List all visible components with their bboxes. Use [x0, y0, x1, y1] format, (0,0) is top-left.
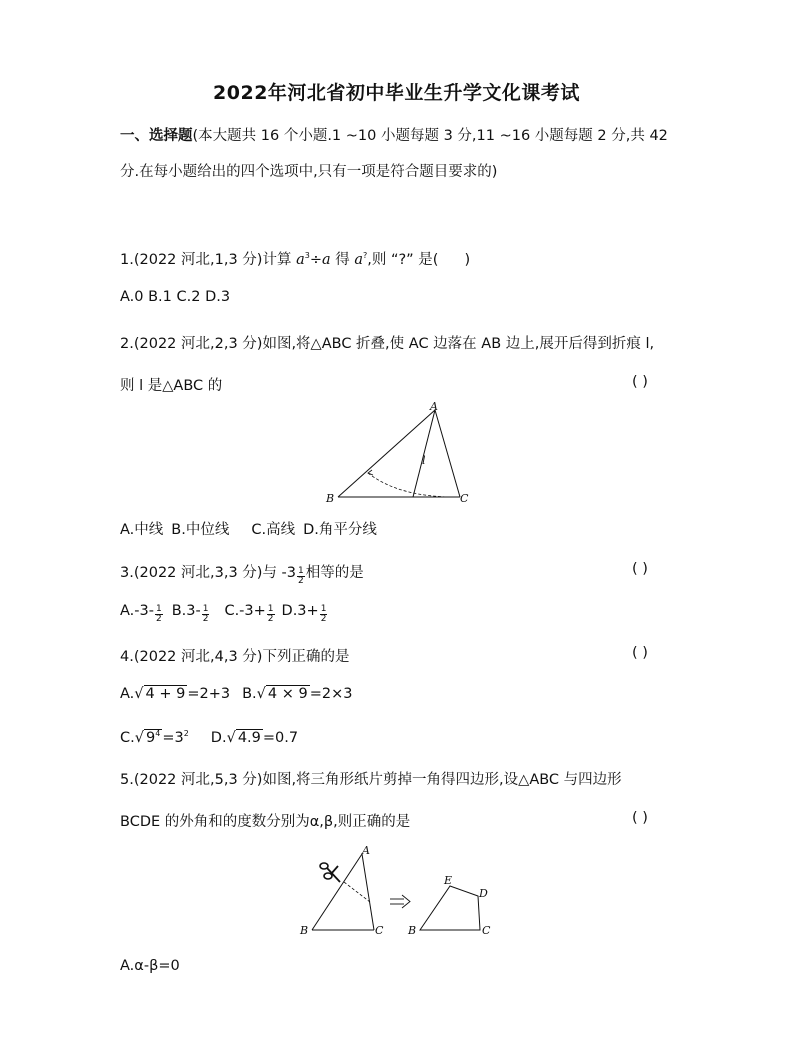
q2-option-a: A.中线: [120, 522, 164, 538]
q1-var-b: a: [321, 252, 331, 268]
q2-side-ac: [435, 410, 460, 497]
q2-answer-paren: ( ): [632, 374, 648, 390]
q1-exp-c: ?: [363, 251, 368, 260]
q4-number: 4.: [120, 649, 134, 665]
q5-figure: [298, 842, 508, 942]
q5-number: 5.: [120, 772, 134, 788]
section-desc-line1: (本大题共 16 个小题.1 ~10 小题每题 3 分,11 ~16 小题每题 2 分,共 42: [192, 128, 668, 144]
page-title: 2022年河北省初中毕业生升学文化课考试: [213, 82, 580, 104]
q2-option-b: B.中位线: [171, 522, 230, 538]
q5-answer-paren: ( ): [632, 810, 648, 826]
q3-stem-b: 相等的是: [305, 565, 364, 581]
q1-op: ÷: [309, 252, 322, 268]
q3-answer-paren: ( ): [632, 561, 648, 577]
q1-stem-b: 得: [330, 252, 355, 268]
q5-cut-line: [344, 882, 370, 902]
q2-number: 2.: [120, 336, 134, 352]
q5-label-c2: C: [482, 924, 491, 937]
q4-option-c: C.√ $9^4 =3^2$: [120, 729, 189, 746]
q2-label-b: B: [326, 492, 335, 505]
q3-option-d: D.3+ $\frac{1}{2}$: [281, 603, 327, 624]
q5-line2: BCDE 的外角和的度数分别为α,β,则正确的是: [120, 814, 411, 830]
question-2: [120, 332, 654, 353]
q3-fraction: $\frac{1}{2}$: [298, 566, 304, 586]
right-arrow-icon: [390, 895, 410, 908]
question-5: [120, 768, 622, 789]
q5-option-a: A.α-β=0: [120, 958, 180, 974]
q1-stem-a: 计算: [262, 252, 297, 268]
q2-option-c: C.高线: [251, 522, 296, 538]
q3-option-a: A.-3- $\frac{1}{2}$: [120, 603, 162, 624]
q2-fold-arc: [368, 473, 460, 497]
question-4: [120, 645, 349, 666]
q2-source: (2022 河北,2,3 分): [133, 336, 263, 352]
q5-side-ac: [362, 854, 374, 930]
q4-option-a: A.√ 4 + 9 =2+3: [120, 686, 231, 702]
q5-line1: 如图,将三角形纸片剪掉一角得四边形,设△ABC 与四边形: [262, 772, 622, 788]
q1-stem-c: ,则 “?” 是(: [367, 252, 439, 268]
q3-options: [120, 603, 328, 624]
q5-label-d: D: [479, 887, 488, 900]
q5-label-b: B: [300, 924, 309, 937]
q2-option-d: D.角平分线: [303, 522, 377, 538]
q5-label-e: E: [444, 874, 453, 887]
q4-stem: 下列正确的是: [262, 649, 350, 665]
q4-option-d: D.√ 4.9 =0.7: [210, 730, 299, 746]
question-1: [120, 248, 470, 269]
section-desc-line2: 分.在每小题给出的四个选项中,只有一项是符合题目要求的): [120, 164, 498, 180]
q1-options: A.0 B.1 C.2 D.3: [120, 289, 231, 305]
q5-quadrilateral: [420, 886, 480, 930]
q5-label-c: C: [375, 924, 384, 937]
q2-label-l: l: [422, 454, 426, 467]
q4-option-b: B.√ 4 × 9 =2×3: [242, 686, 353, 702]
q2-label-a: A: [430, 400, 438, 413]
q2-arrow-icon: [368, 470, 373, 475]
q4-answer-paren: ( ): [632, 645, 648, 661]
q4-source: (2022 河北,4,3 分): [133, 649, 263, 665]
q2-triangle-figure: [320, 398, 480, 510]
q3-option-c: C.-3+ $\frac{1}{2}$: [224, 603, 274, 624]
q3-option-b: B.3- $\frac{1}{2}$: [171, 603, 209, 624]
q1-exp-a: 3: [304, 251, 310, 260]
q1-stem-d: ): [464, 252, 471, 268]
q3-source: (2022 河北,3,3 分): [133, 565, 263, 581]
q2-options: [120, 518, 377, 539]
section-header: [120, 125, 668, 147]
question-3: [120, 561, 364, 586]
q1-number: 1.: [120, 252, 134, 268]
section-heading: 一、选择题: [120, 128, 193, 144]
q3-stem-a: 与 -3: [262, 565, 297, 581]
q5-label-b2: B: [408, 924, 417, 937]
q3-number: 3.: [120, 565, 134, 581]
q2-line1: 如图,将△ABC 折叠,使 AC 边落在 AB 边上,展开后得到折痕 l,: [262, 336, 655, 352]
q2-label-c: C: [460, 492, 469, 505]
q4-options-ab: [120, 686, 353, 702]
q1-var-c: a: [354, 252, 363, 268]
q2-line2: 则 l 是△ABC 的: [120, 378, 223, 394]
q5-source: (2022 河北,5,3 分): [133, 772, 263, 788]
q5-label-a: A: [362, 844, 370, 857]
scissors-icon: [320, 863, 340, 882]
q1-var-a: a: [296, 252, 305, 268]
q1-source: (2022 河北,1,3 分): [133, 252, 263, 268]
q4-options-cd: [120, 729, 298, 746]
